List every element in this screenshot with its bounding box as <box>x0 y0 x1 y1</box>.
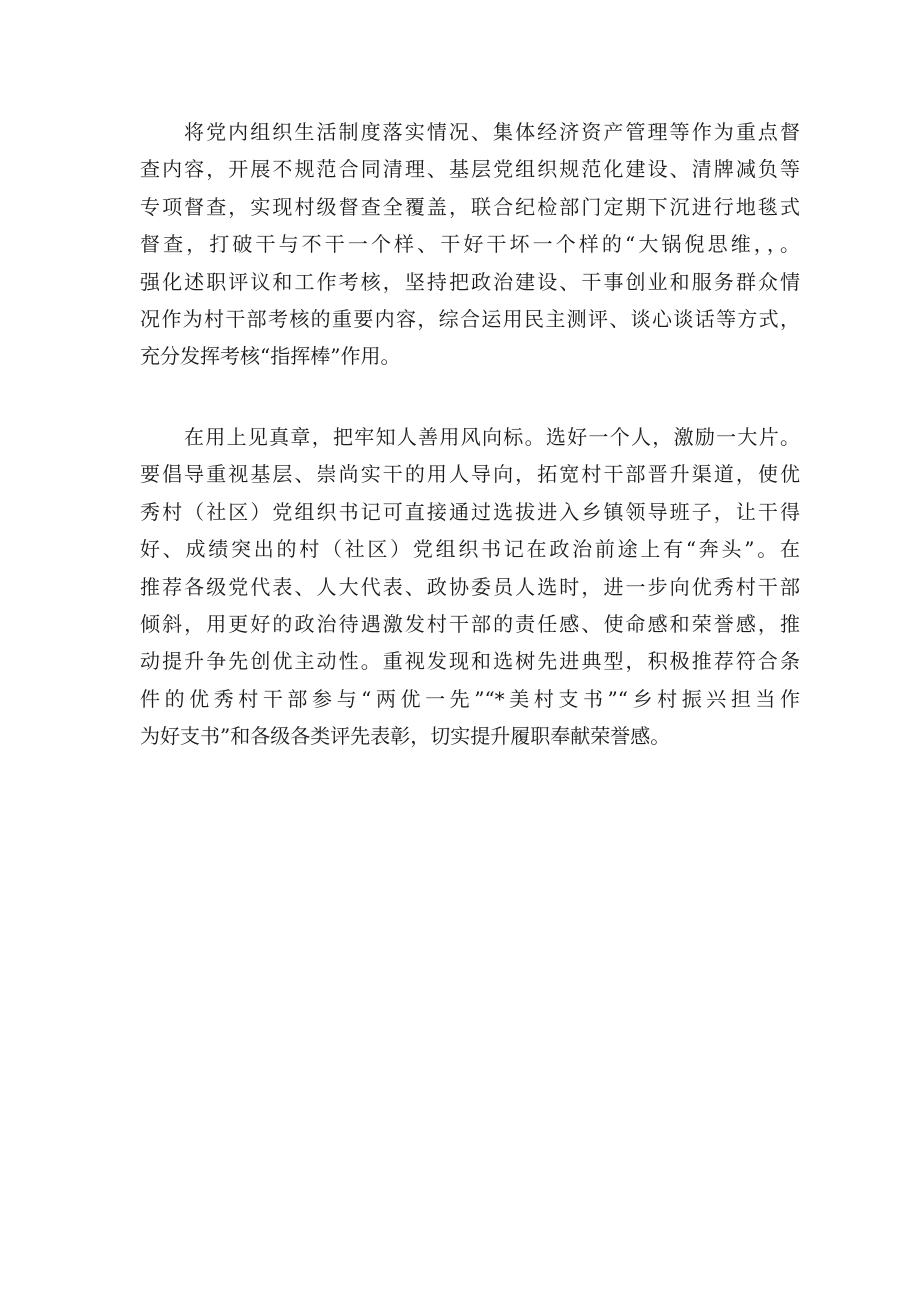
paragraph-line: 动提升争先创优主动性。重视发现和选树先进典型，积极推荐符合条 <box>140 649 800 674</box>
paragraph-line: 推荐各级党代表、人大代表、政协委员人选时，进一步向优秀村干部 <box>140 574 800 599</box>
paragraph-line: 查内容，开展不规范合同清理、基层党组织规范化建设、清牌减负等 <box>140 157 800 182</box>
paragraph-line: 强化述职评议和工作考核，坚持把政治建设、干事创业和服务群众情 <box>140 269 800 294</box>
paragraph-line: 督查，打破干与不干一个样、干好干坏一个样的“大锅倪思维，，。 <box>140 232 800 257</box>
paragraph-line: 倾斜，用更好的政治待遇激发村干部的责任感、使命感和荣誉感，推 <box>140 611 800 636</box>
paragraph-line: 专项督查，实现村级督查全覆盖，联合纪检部门定期下沉进行地毯式 <box>140 194 800 219</box>
paragraph-supervision <box>140 114 800 376</box>
paragraph-line: 况作为村干部考核的重要内容，综合运用民主测评、谈心谈话等方式， <box>140 306 800 331</box>
paragraph-line: 充分发挥考核“指挥棒”作用。 <box>140 344 401 369</box>
paragraph-line: 在用上见真章，把牢知人善用风向标。选好一个人，激励一大片。 <box>184 425 800 449</box>
paragraph-line: 好、成绩突出的村（社区）党组织书记在政治前途上有“奔头”。在 <box>140 537 800 562</box>
paragraph-appointment <box>140 419 800 756</box>
paragraph-line: 为好支书”和各级各类评先表彰，切实提升履职奉献荣誉感。 <box>140 724 671 749</box>
paragraph-line: 要倡导重视基层、崇尚实干的用人导向，拓宽村干部晋升渠道，使优 <box>140 462 800 487</box>
paragraph-line: 秀村（社区）党组织书记可直接通过选拔进入乡镇领导班子，让干得 <box>140 499 800 524</box>
paragraph-line: 将党内组织生活制度落实情况、集体经济资产管理等作为重点督 <box>184 120 800 144</box>
paragraph-line: 件的优秀村干部参与“两优一先”“*美村支书”“乡村振兴担当作 <box>140 686 800 711</box>
